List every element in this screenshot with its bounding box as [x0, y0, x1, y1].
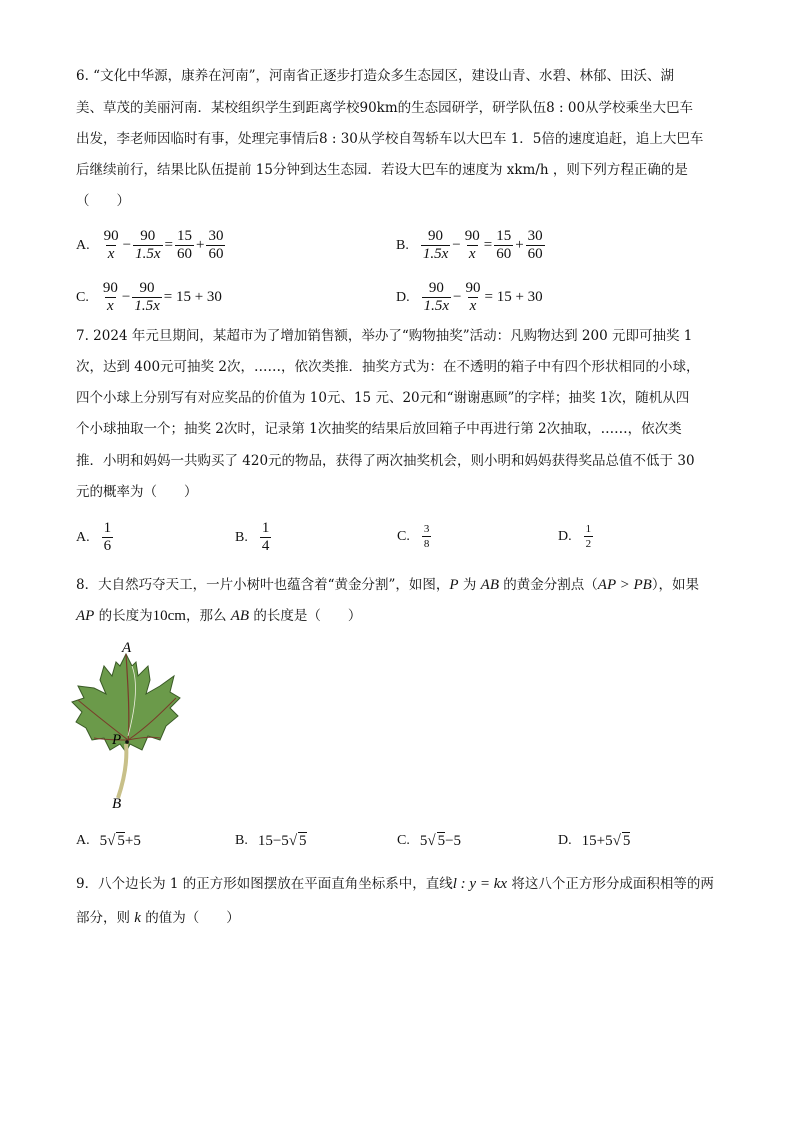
- q7-option-a[interactable]: A. $\frac{1}{6}$: [76, 520, 112, 554]
- q6-line-3: 出发，李老师因临时有事，处理完事情后8 : 30从学校自驾轿车以大巴车 1．5倍的速度追赶，追上大巴车: [76, 131, 704, 147]
- label-b: B: [112, 796, 122, 812]
- q6-option-b[interactable]: B. $\frac{90}{1.5x}$ − $\frac{90}{x}$ = $\frac{15}{60}$ + $\frac{30}{60}$: [396, 228, 543, 262]
- q6-line-2: 美、草茂的美丽河南．某校组织学生到距离学校90km的生态园研学，研学队伍8 : 00从学校乘坐大巴车: [76, 100, 694, 116]
- q7-line-4: 个小球抽取一个；抽奖 2次时，记录第 1次抽奖的结果后放回箱子中再进行第 2次抽取，……，依次类: [76, 421, 682, 437]
- q6-line-5: （ ）: [76, 193, 130, 209]
- q7-option-c[interactable]: C. $\frac{3}{8}$: [397, 523, 430, 550]
- leaf-figure: [66, 636, 190, 812]
- q7-line-5: 推．小明和妈妈一共购买了 420元的物品，获得了两次抽奖机会，则小明和妈妈获得奖品总值不低于 30: [76, 453, 695, 469]
- q8-option-b[interactable]: B. 15−5 √ 5: [235, 832, 307, 849]
- leaf-stem: [118, 744, 126, 798]
- label-a: A: [122, 640, 132, 656]
- q6-line-4: 后继续前行，结果比队伍提前 15分钟到达生态园．若设大巴车的速度为 xkm/h ，则下列方程正确的是: [76, 162, 688, 178]
- q6-line-1: 6. “文化中华源，康养在河南”，河南省正逐步打造众多生态园区，建设山青、水碧、林郁、田沃、湖: [76, 68, 674, 84]
- q8-option-d[interactable]: D. 15+5 √ 5: [558, 832, 631, 849]
- q7-line-2: 次，达到 400元可抽奖 2次，……，依次类推．抽奖方式为：在不透明的箱子中有四个形状相同的小球，: [76, 359, 700, 375]
- leaf-blade: [72, 654, 180, 752]
- q8-option-c[interactable]: C. 5 √ 5 −5: [397, 832, 462, 849]
- q8-option-a[interactable]: A. 5 √ 5 +5: [76, 832, 141, 849]
- q7-line-1: 7. 2024 年元旦期间，某超市为了增加销售额，举办了“购物抽奖”活动：凡购物达到 200 元即可抽奖 1: [76, 328, 693, 344]
- q6-option-a[interactable]: A. $\frac{90}{x}$ − $\frac{90}{1.5x}$ = $\frac{15}{60}$ + $\frac{30}{60}$: [76, 228, 224, 262]
- label-p: P: [112, 732, 122, 748]
- q9-line-2: 部分，则 k 的值为（ ）: [76, 910, 240, 926]
- q7-line-6: 元的概率为（ ）: [76, 484, 198, 500]
- q6-option-d[interactable]: D. $\frac{90}{1.5x}$ − $\frac{90}{x}$ = 15 + 30: [396, 280, 543, 314]
- q7-option-d[interactable]: D. $\frac{1}{2}$: [558, 523, 592, 550]
- q8-line-2: AP 的长度为10cm，那么 AB 的长度是（ ）: [76, 608, 362, 624]
- q7-line-3: 四个小球上分别写有对应奖品的价值为 10元、15 元、20元和“谢谢惠顾”的字样；抽奖 1次，随机从四: [76, 390, 690, 406]
- q8-line-1: 8．大自然巧夺天工，一片小树叶也蕴含着“黄金分割”，如图，P 为 AB 的黄金分割点（AP > PB），如果: [76, 577, 700, 593]
- q6-option-c[interactable]: C. $\frac{90}{x}$ − $\frac{90}{1.5x}$ = 15 + 30: [76, 280, 222, 314]
- q7-option-b[interactable]: B. $\frac{1}{4}$: [235, 520, 270, 554]
- q9-line-1: 9．八个边长为 1 的正方形如图摆放在平面直角坐标系中，直线l : y = kx 将这八个正方形分成面积相等的两: [76, 876, 714, 892]
- point-p: [125, 740, 129, 744]
